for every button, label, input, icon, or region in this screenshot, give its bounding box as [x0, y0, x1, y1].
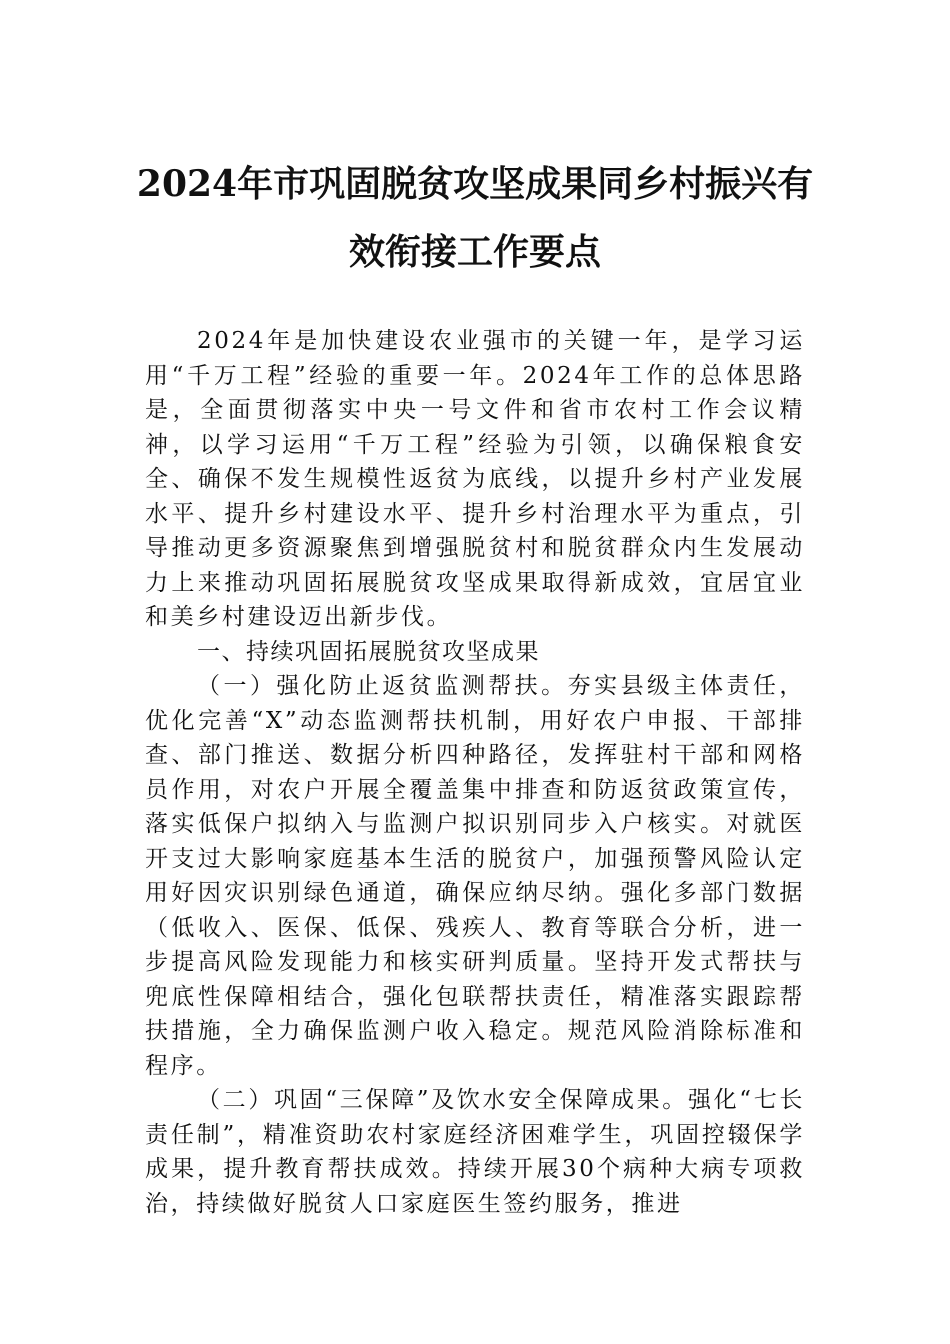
item-1-lead: （一）强化防止返贫监测帮扶。: [197, 673, 568, 699]
document-title-line2: 效衔接工作要点: [348, 231, 601, 273]
document-body: [145, 324, 805, 1221]
item-2-lead: （二）巩固“三保障”及饮水安全保障成果。: [197, 1087, 688, 1113]
item-1-paragraph: [145, 669, 805, 1083]
item-1-text: 夯实县级主体责任，优化完善“X”动态监测帮扶机制，用好农户申报、干部排查、部门推送、数据分析四种路径，发挥驻村干部和网格员作用，对农户开展全覆盖集中排查和防返贫政策宣传，落实低保户拟纳入与监测户拟识别同步入户核实。对就医开支过大影响家庭基本生活的脱贫户，加强预警风险认定用好因灾识别绿色通道，确保应纳尽纳。强化多部门数据（低收入、医保、低保、残疾人、教育等联合分析，进一步提高风险发现能力和核实研判质量。坚持开发式帮扶与兜底性保障相结合，强化包联帮扶责任，精准落实跟踪帮扶措施，全力确保监测户收入稳定。规范风险消除标准和程序。: [145, 673, 806, 1079]
section-heading-1: 一、持续巩固拓展脱贫攻坚成果: [197, 638, 540, 665]
item-2-text: 强化“七长责任制”，精准资助农村家庭经济困难学生，巩固控辍保学成果，提升教育帮扶成效。持续开展30个病种大病专项救治，持续做好脱贫人口家庭医生签约服务，推进: [145, 1087, 805, 1217]
intro-paragraph: 2024年是加快建设农业强市的关键一年，是学习运用“千万工程”经验的重要一年。2024年工作的总体思路是，全面贯彻落实中央一号文件和省市农村工作会议精神，以学习运用“千万工程”经验为引领，以确保粮食安全、确保不发生规模性返贫为底线，以提升乡村产业发展水平、提升乡村建设水平、提升乡村治理水平为重点，引导推动更多资源聚焦到增强脱贫村和脱贫群众内生发展动力上来推动巩固拓展脱贫攻坚成果取得新成效，宜居宜业和美乡村建设迈出新步伐。: [145, 328, 805, 630]
document-title-line1: 2024年市巩固脱贫攻坚成果同乡村振兴有: [136, 163, 814, 205]
item-2-paragraph: [145, 1083, 805, 1221]
